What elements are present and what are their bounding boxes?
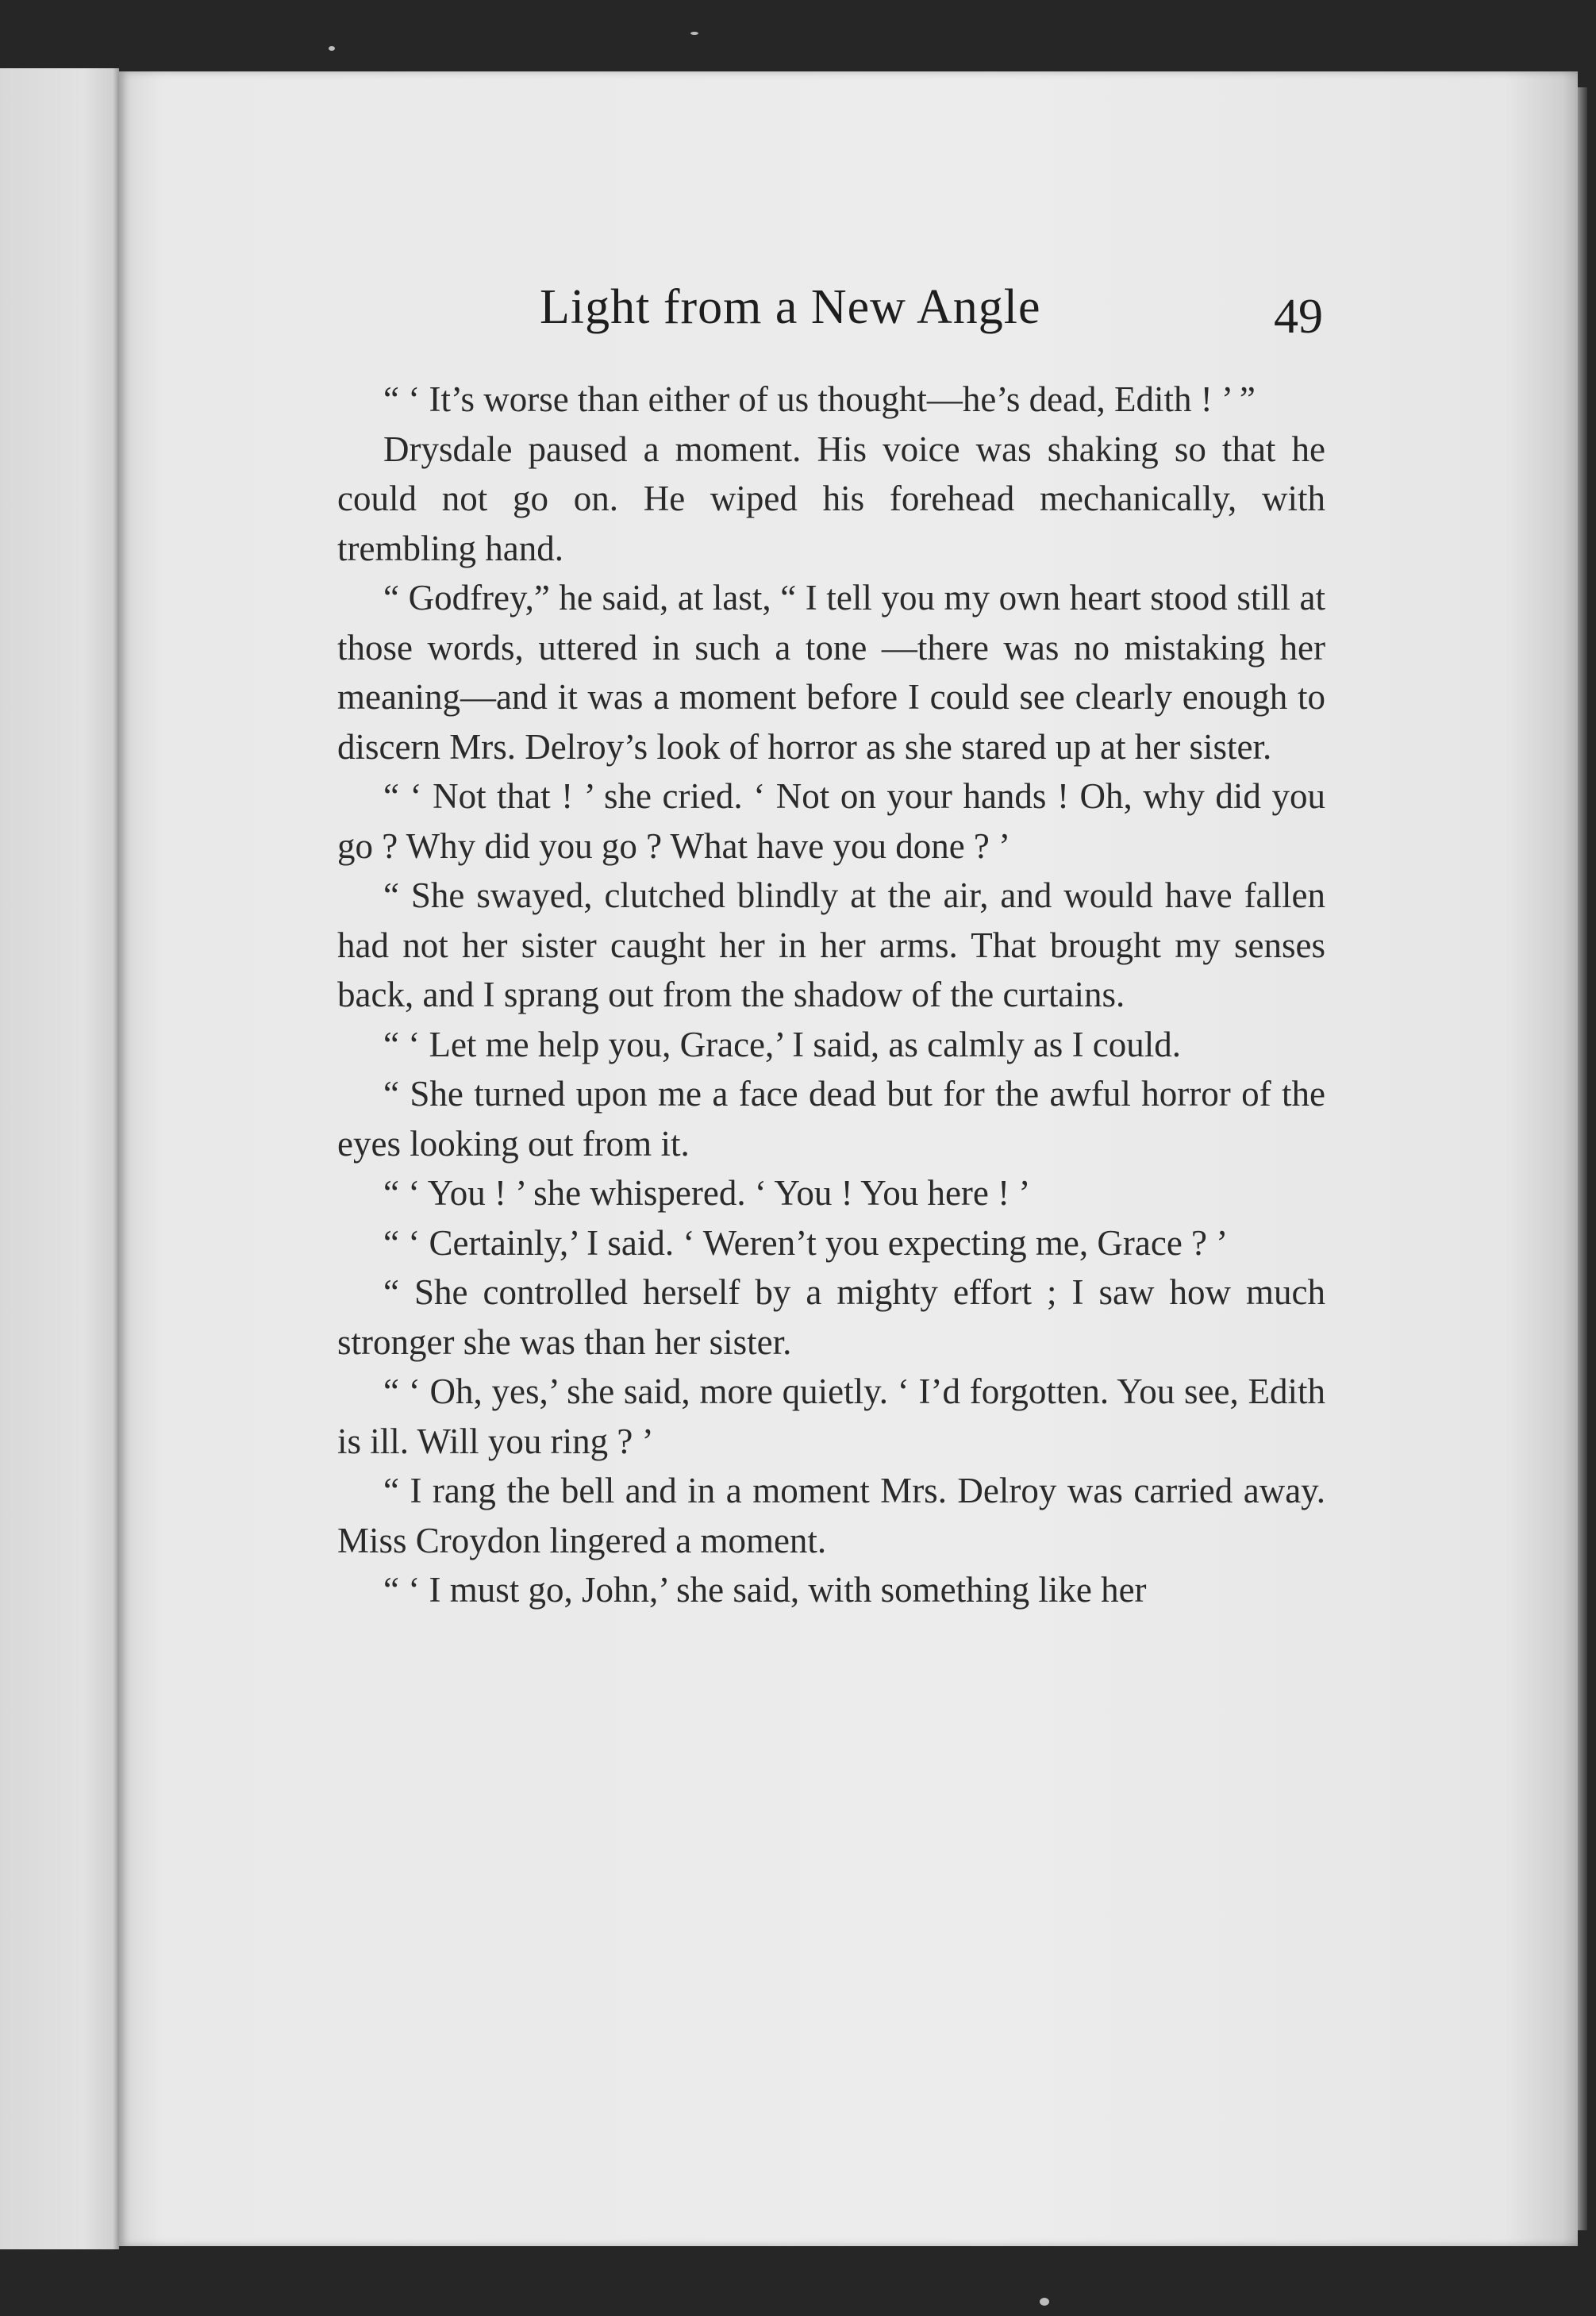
paragraph: “ ‘ Let me help you, Grace,’ I said, as calmly as I could. bbox=[383, 1024, 1182, 1064]
paragraph: “ ‘ Not that ! ’ she cried. ‘ Not on your hands ! Oh, why did you go ? Why did you go ? What have you done ? ’ bbox=[337, 776, 1325, 866]
paragraph: Drysdale paused a moment. His voice was shaking so that he could not go on. He wiped his forehead mechanically, with trembling hand. bbox=[337, 429, 1325, 568]
page-number: 49 bbox=[1274, 290, 1323, 344]
body-text bbox=[337, 375, 1325, 1615]
paragraph: “ I rang the bell and in a moment Mrs. Delroy was carried away. Miss Croydon lingered a moment. bbox=[337, 1471, 1325, 1560]
paragraph: “ ‘ Certainly,’ I said. ‘ Weren’t you expecting me, Grace ? ’ bbox=[383, 1222, 1229, 1263]
paragraph: “ ‘ You ! ’ she whispered. ‘ You ! You here ! ’ bbox=[383, 1173, 1031, 1213]
paragraph: “ ‘ It’s worse than either of us thought—he’s dead, Edith ! ’ ” bbox=[383, 379, 1256, 419]
scan-speck bbox=[329, 46, 335, 51]
paragraph: “ She swayed, clutched blindly at the air, and would have fallen had not her sister caught her in her arms. That brought my senses back, and I sprang out from the shadow of the curtains. bbox=[337, 875, 1325, 1014]
paragraph: “ She controlled herself by a mighty effort ; I saw how much stronger she was than her sister. bbox=[337, 1272, 1325, 1362]
paragraph: “ She turned upon me a face dead but for the awful horror of the eyes looking out from it. bbox=[337, 1074, 1325, 1164]
paragraph: “ ‘ I must go, John,’ she said, with something like her bbox=[383, 1570, 1147, 1610]
paragraph: “ Godfrey,” he said, at last, “ I tell you my own heart stood still at those words, uttered in such a tone —there was no mistaking her meaning—and it was a moment before I could see clearly enough to discern Mrs. Delroy’s look of horror as she stared up at her sister. bbox=[337, 578, 1325, 767]
scan-speck bbox=[690, 32, 698, 35]
scan-speck bbox=[1040, 2298, 1049, 2306]
facing-page-edge bbox=[0, 68, 119, 2249]
page-edge-shadow bbox=[1578, 87, 1587, 2230]
running-head: Light from a New Angle bbox=[540, 280, 1041, 334]
paragraph: “ ‘ Oh, yes,’ she said, more quietly. ‘ I’d forgotten. You see, Edith is ill. Will you ring ? ’ bbox=[337, 1372, 1325, 1461]
